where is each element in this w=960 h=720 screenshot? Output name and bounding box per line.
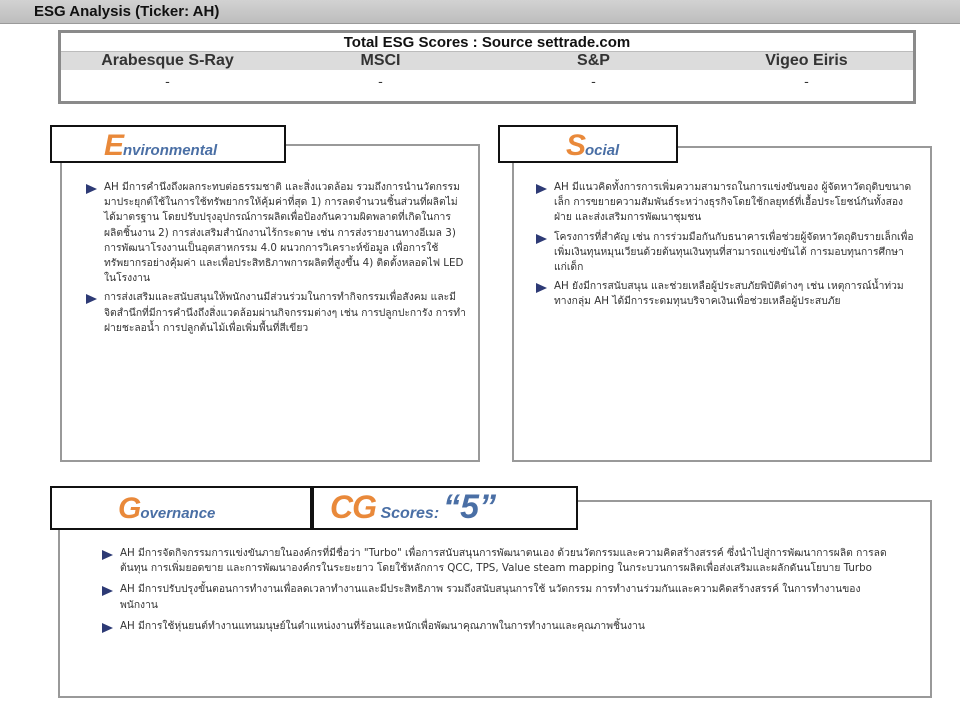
environmental-heading (50, 125, 286, 163)
social-heading-initial: S (566, 129, 586, 162)
esg-scores-table (58, 30, 916, 104)
score-provider-vigeo: Vigeo Eiris (765, 52, 848, 69)
bullet-arrow-icon (102, 623, 113, 633)
list-item-text: AH มีการใช้หุ่นยนต์ทำงานแทนมนุษย์ในตำแหน่งงานที่ร้อนและหนักเพื่อพัฒนาคุณภาพในการทำงานและคุณภาพชิ้นงาน (120, 619, 645, 632)
scores-title: Total ESG Scores : Source settrade.com (61, 33, 913, 52)
score-provider-sp: S&P (577, 52, 610, 69)
title-bar (0, 0, 960, 24)
bullet-arrow-icon (536, 283, 547, 293)
scores-header-row (61, 52, 913, 70)
score-value-msci: - (378, 75, 383, 90)
cg-heading-label: Scores: (380, 505, 440, 522)
bullet-arrow-icon (86, 184, 97, 194)
governance-heading-initial: G (118, 492, 141, 525)
list-item-text: AH มีแนวคิดทั้งการการเพิ่มความสามารถในการแข่งขันของ ผู้จัดหาวัตถุดิบขนาดเล็ก การขยายความสัมพันธ์ระหว่างธุรกิจโดยใช้กลยุทธ์ที่เอื้อประโยชน์กันทั้งสองฝ่าย และส่งเสริมการพัฒนาชุมชน (554, 181, 912, 224)
list-item-text: AH มีการจัดกิจกรรมการแข่งขันภายในองค์กรที่มีชื่อว่า "Turbo" เพื่อการสนับสนุนการพัฒนาตนเอง ด้วยนวัตกรรมและความคิดสร้างสรรค์ ซึ่งนำไปสู่การพัฒนาการผลิต การลดต้นทุน การเพิ่มยอดขาย และการพัฒนาองค์กรในระยะยาว โดยใช้หลักการ QCC, TPS, Value steam mapping ในกระบวนการผลิตเพื่อส่งเสริมและผลักดันนโยบาย Turbo (120, 547, 887, 575)
list-item-text: AH มีการปรับปรุงขั้นตอนการทำงานเพื่อลดเวลาทำงานและมีประสิทธิภาพ รวมถึงสนับสนุนการใช้ นวัตกรรม การทำงานร่วมกันและความคิดสร้างสรรค์ ในการทำงานของพนักงาน (120, 583, 861, 611)
bullet-arrow-icon (86, 294, 97, 304)
page-title: ESG Analysis (Ticker: AH) (34, 3, 220, 20)
score-value-vigeo: - (804, 75, 809, 90)
social-heading-rest: ocial (585, 142, 620, 159)
list-item-text: โครงการที่สำคัญ เช่น การร่วมมือกันกับธนาคารเพื่อช่วยผู้จัดหาวัตถุดิบรายเล็กเพื่อเพิ่มเงินทุนหมุนเวียนด้วยต้นทุนเงินทุนที่สามารถแข่งขันได้ การมอบทุนการศึกษาแก่เด็ก (554, 230, 914, 274)
scores-value-row (61, 70, 913, 96)
list-item (536, 180, 916, 226)
score-value-arabesque: - (165, 75, 170, 90)
cg-heading-initial: CG (330, 489, 376, 525)
bullet-arrow-icon (536, 234, 547, 244)
score-provider-msci: MSCI (360, 52, 401, 69)
cg-score-value: “5” (443, 488, 497, 526)
list-item-text: AH ยังมีการสนับสนุน และช่วยเหลือผู้ประสบภัยพิบัติต่างๆ เช่น เหตุการณ์น้ำท่วม ทางกลุ่ม AH ได้มีการระดมทุนบริจาคเงินเพื่อช่วยเหลือผู้ประสบภัย (554, 280, 904, 308)
list-item (86, 290, 466, 336)
environmental-heading-initial: E (104, 129, 124, 162)
list-item-text: การส่งเสริมและสนับสนุนให้พนักงานมีส่วนร่วมในการทำกิจกรรมเพื่อสังคม และมีจิตสำนึกที่มีการคำนึงถึงสิ่งแวดล้อมผ่านกิจกรรมต่างๆ เช่น การปลูกปะการัง การทำฝายชะลอน้ำ การปลูกต้นไม้เพื่อเพิ่มพื้นที่สีเขียว (104, 291, 466, 334)
governance-heading-rest: overnance (140, 505, 216, 522)
bullet-arrow-icon (536, 184, 547, 194)
cg-score-heading (312, 486, 578, 530)
social-heading (498, 125, 678, 163)
list-item (536, 279, 916, 309)
list-item (102, 546, 892, 576)
list-item (86, 180, 466, 286)
score-provider-arabesque: Arabesque S-Ray (101, 52, 234, 69)
environmental-heading-rest: nvironmental (123, 142, 218, 159)
list-item (536, 230, 916, 276)
list-item-text: AH มีการคำนึงถึงผลกระทบต่อธรรมชาติ และสิ่งแวดล้อม รวมถึงการนำนวัตกรรมมาประยุกต์ใช้ในการใช้ทรัพยากรให้คุ้มค่าที่สุด 1) การลดจำนวนชิ้นส่วนที่ผลิตไม่ได้มาตรฐาน โดยปรับปรุงอุปกรณ์การผลิตเพื่อป้องกันความผิดพลาดที่เกิดในการผลิตชิ้นงาน 2) การส่งเสริมสำนักงานไร้กระดาษ เช่น การส่งรายงานทางอีเมล 3) การพัฒนาโรงงานเป็นอุตสาหกรรม 4.0 ผนวกการวิเคราะห์ข้อมูล เพื่อการใช้ทรัพยากรอย่างคุ้มค่า และเพื่อประสิทธิภาพการผลิตที่สูงขึ้น 4) ติดตั้งหลอดไฟ LED ในโรงงาน (104, 181, 464, 285)
governance-list (102, 546, 892, 640)
bullet-arrow-icon (102, 586, 113, 596)
environmental-list (86, 180, 466, 340)
social-list (536, 180, 916, 314)
governance-heading (50, 486, 312, 530)
score-value-sp: - (591, 75, 596, 90)
list-item (102, 619, 892, 634)
list-item (102, 582, 892, 612)
bullet-arrow-icon (102, 550, 113, 560)
